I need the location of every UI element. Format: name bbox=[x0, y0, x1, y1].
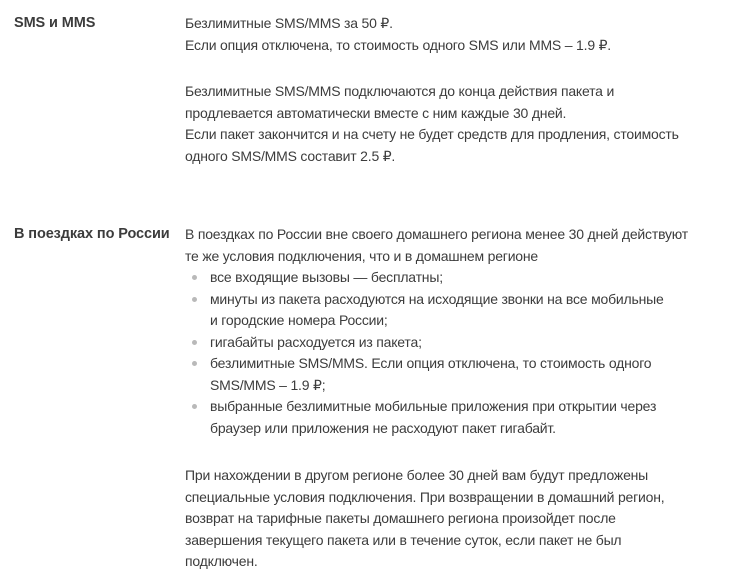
text-line: SMS/MMS – 1.9 ₽; bbox=[210, 376, 326, 393]
text-line: Безлимитные SMS/MMS подключаются до конца действия пакета и bbox=[185, 83, 615, 99]
paragraph-intro bbox=[185, 224, 737, 267]
paragraph bbox=[185, 13, 737, 56]
section-travel-russia bbox=[14, 224, 737, 573]
text-line: Безлимитные SMS/MMS за 50 ₽. bbox=[185, 15, 393, 31]
bullet-marker-icon bbox=[192, 297, 197, 302]
bullet-item bbox=[185, 353, 737, 396]
bullet-marker-icon bbox=[192, 340, 197, 345]
bullet-marker-icon bbox=[192, 275, 197, 280]
text-line: возврат на тарифные пакеты домашнего региона произойдет после bbox=[185, 510, 616, 526]
paragraph bbox=[185, 81, 737, 167]
text-line: специальные условия подключения. При возвращении в домашний регион, bbox=[185, 488, 665, 505]
section-label: SMS и MMS bbox=[14, 15, 96, 31]
bullet-item bbox=[185, 289, 737, 332]
text-line: одного SMS/MMS составит 2.5 ₽. bbox=[185, 147, 396, 164]
text-line: При нахождении в другом регионе более 30 дней вам будут предложены bbox=[185, 467, 649, 483]
bullet-item bbox=[185, 267, 737, 289]
text-line: все входящие вызовы — бесплатны; bbox=[210, 269, 443, 285]
text-line: Если опция отключена, то стоимость одного SMS или MMS – 1.9 ₽. bbox=[185, 36, 611, 53]
bullet-list bbox=[185, 267, 737, 439]
text-line: те же условия подключения, что и в домашнем регионе bbox=[185, 247, 539, 264]
text-line: браузер или приложения не расходуют пакет гигабайт. bbox=[210, 419, 556, 436]
text-line: минуты из пакета расходуются на исходящие звонки на все мобильные bbox=[210, 290, 664, 307]
text-line: В поездках по России вне своего домашнего региона менее 30 дней действуют bbox=[185, 226, 688, 242]
section-label: В поездках по России bbox=[14, 226, 170, 242]
text-line: безлимитные SMS/MMS. Если опция отключена, то стоимость одного bbox=[210, 355, 652, 371]
bullet-marker-icon bbox=[192, 361, 197, 366]
text-line: выбранные безлимитные мобильные приложения при открытии через bbox=[210, 398, 657, 414]
text-line: гигабайты расходуется из пакета; bbox=[210, 333, 422, 350]
section-sms-mms bbox=[14, 13, 737, 167]
text-line: подключен. bbox=[185, 553, 258, 569]
bullet-item bbox=[185, 396, 737, 439]
text-line: продлевается автоматически вместе с ним каждые 30 дней. bbox=[185, 104, 567, 121]
bullet-marker-icon bbox=[192, 404, 197, 409]
paragraph-outro bbox=[185, 465, 737, 573]
text-line: завершения текущего пакета или в течение суток, если пакет не был bbox=[185, 531, 622, 548]
bullet-item bbox=[185, 332, 737, 354]
text-line: Если пакет закончится и на счету не будет средств для продления, стоимость bbox=[185, 126, 679, 142]
text-line: и городские номера России; bbox=[210, 312, 388, 328]
section-content bbox=[185, 224, 737, 573]
section-content bbox=[185, 13, 737, 167]
